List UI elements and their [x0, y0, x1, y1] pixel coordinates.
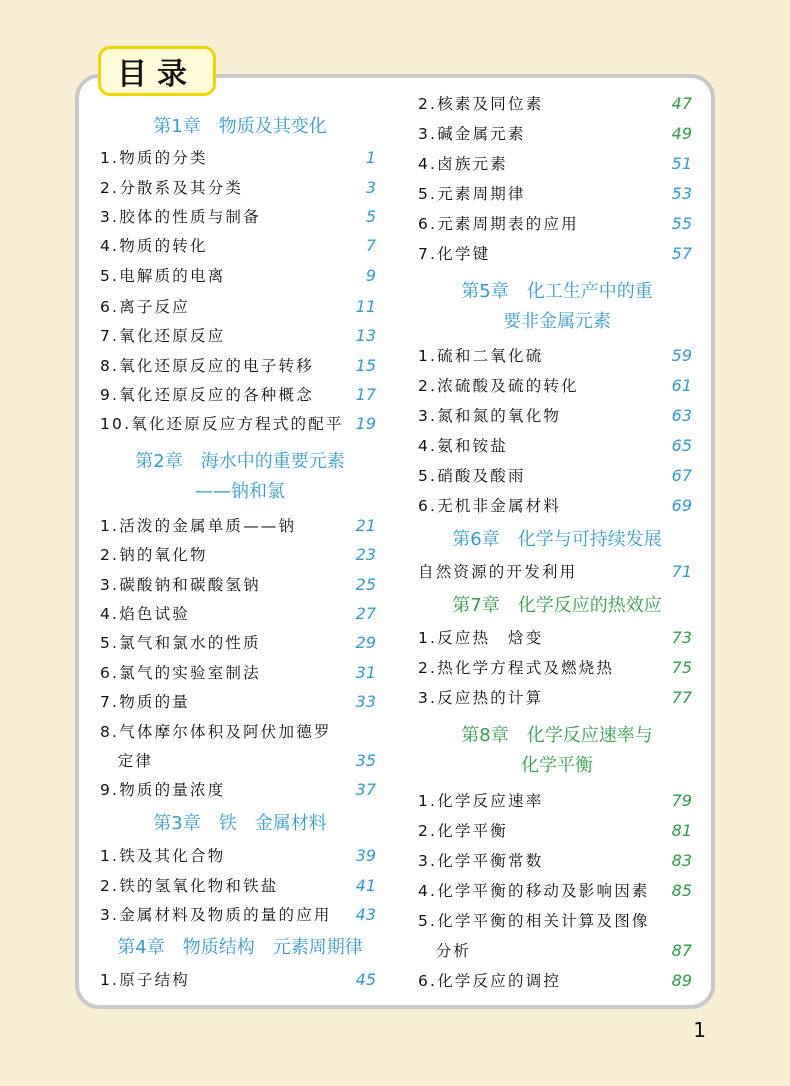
toc-entry-page: 41 [355, 876, 376, 895]
toc-entry-label: 6.元素周期表的应用 [418, 215, 579, 233]
toc-entry-page: 55 [671, 214, 692, 233]
toc-entry-page: 43 [355, 905, 376, 924]
toc-entry-label: 2.分散系及其分类 [100, 179, 244, 197]
toc-entry-page: 7 [365, 236, 376, 255]
chapter-heading [418, 525, 696, 555]
chapter-heading [100, 447, 380, 507]
toc-entry-page: 67 [671, 466, 692, 485]
chapter-heading-line: 第4章 物质结构 元素周期律 [117, 937, 363, 958]
toc-entry-label: 9.物质的量浓度 [100, 781, 226, 799]
toc-entry-label: 7.物质的量 [100, 693, 190, 711]
toc-entry-page: 87 [671, 941, 692, 960]
toc-entry-label: 自然资源的开发利用 [418, 563, 578, 581]
toc-entry-page: 75 [671, 658, 692, 677]
chapter-heading [100, 112, 380, 142]
toc-entry-page: 73 [671, 628, 692, 647]
chapter-heading-line: 第2章 海水中的重要元素 [135, 451, 345, 472]
toc-entry[interactable] [100, 202, 380, 232]
toc-entry[interactable] [100, 900, 380, 930]
toc-entry[interactable] [100, 540, 380, 570]
toc-entry-label: 3.胶体的性质与制备 [100, 208, 261, 226]
toc-entry[interactable] [418, 461, 696, 491]
toc-entry-page: 1 [365, 148, 376, 167]
toc-entry-label: 9.氧化还原反应的各种概念 [100, 386, 314, 404]
toc-entry-label: 5.氯气和氯水的性质 [100, 634, 261, 652]
toc-entry-page: 29 [355, 633, 376, 652]
toc-entry-label: 3.化学平衡常数 [418, 852, 544, 870]
toc-entry-label: 6.化学反应的调控 [418, 972, 562, 990]
toc-entry-page: 39 [355, 846, 376, 865]
toc-entry-page: 61 [671, 376, 692, 395]
toc-entry-label: 7.化学键 [418, 245, 491, 263]
toc-entry-page: 21 [355, 516, 376, 535]
toc-entry-label: 2.钠的氧化物 [100, 546, 208, 564]
toc-entry[interactable] [100, 871, 380, 901]
toc-entry-page: 5 [365, 207, 376, 226]
toc-entry-page: 47 [671, 94, 692, 113]
toc-entry-label: 1.活泼的金属单质——钠 [100, 517, 297, 535]
toc-entry[interactable] [100, 658, 380, 688]
toc-entry[interactable] [100, 628, 380, 658]
toc-entry-label: 10.氧化还原反应方程式的配平 [100, 415, 344, 433]
toc-entry[interactable] [100, 231, 380, 261]
toc-entry[interactable] [418, 846, 696, 876]
chapter-heading-line: 第3章 铁 金属材料 [153, 813, 327, 834]
toc-entry[interactable] [418, 491, 696, 521]
chapter-heading-line: 第6章 化学与可持续发展 [452, 529, 662, 550]
toc-entry[interactable] [418, 401, 696, 431]
toc-entry-label: 3.碱金属元素 [418, 125, 526, 143]
toc-entry-label: 6.无机非金属材料 [418, 497, 562, 515]
toc-entry[interactable] [100, 261, 380, 291]
toc-entry-label: 1.物质的分类 [100, 149, 208, 167]
toc-entry-page: 35 [355, 751, 376, 770]
toc-entry[interactable] [418, 239, 696, 269]
toc-entry[interactable] [100, 380, 380, 410]
toc-entry-page: 31 [355, 663, 376, 682]
chapter-heading [100, 809, 380, 839]
toc-entry-label: 2.核素及同位素 [418, 95, 544, 113]
toc-entry-page: 23 [355, 545, 376, 564]
toc-title: 目录 [98, 46, 216, 96]
toc-entry-label: 3.氮和氮的氧化物 [418, 407, 562, 425]
toc-entry-page: 51 [671, 154, 692, 173]
toc-entry[interactable] [418, 966, 696, 996]
toc-entry[interactable] [418, 341, 696, 371]
toc-entry-label: 4.氨和铵盐 [418, 437, 508, 455]
toc-entry-page: 25 [355, 575, 376, 594]
toc-entry[interactable] [100, 841, 380, 871]
toc-entry[interactable] [100, 599, 380, 629]
toc-entry[interactable] [418, 876, 696, 906]
toc-entry-page: 77 [671, 688, 692, 707]
toc-entry[interactable] [100, 321, 380, 351]
toc-entry-label: 2.化学平衡 [418, 822, 508, 840]
toc-entry-page: 13 [355, 326, 376, 345]
toc-entry[interactable] [100, 173, 380, 203]
toc-entry-label: 5.电解质的电离 [100, 267, 226, 285]
toc-entry-page: 85 [671, 881, 692, 900]
toc-entry-label: 6.离子反应 [100, 298, 190, 316]
toc-entry-page: 71 [671, 562, 692, 581]
toc-entry-label: 2.浓硫酸及硫的转化 [418, 377, 579, 395]
toc-entry[interactable] [100, 292, 380, 322]
toc-entry-page: 37 [355, 780, 376, 799]
toc-entry-label: 5.硝酸及酸雨 [418, 467, 526, 485]
toc-entry-label: 2.热化学方程式及燃烧热 [418, 659, 615, 677]
toc-entry-page: 3 [365, 178, 376, 197]
toc-entry[interactable] [100, 409, 380, 439]
toc-entry[interactable] [418, 89, 696, 119]
chapter-heading-line: 第5章 化工生产中的重 [461, 281, 653, 302]
toc-entry-page: 69 [671, 496, 692, 515]
toc-entry-label: 3.反应热的计算 [418, 689, 544, 707]
toc-entry-label: 定律 [100, 752, 154, 770]
toc-entry-label: 8.氧化还原反应的电子转移 [100, 357, 314, 375]
chapter-heading [418, 277, 696, 337]
toc-entry-page: 45 [355, 970, 376, 989]
toc-entry-page: 9 [365, 266, 376, 285]
toc-entry[interactable] [418, 209, 696, 239]
toc-entry-page: 27 [355, 604, 376, 623]
chapter-heading [418, 591, 696, 621]
toc-entry[interactable] [100, 511, 380, 541]
page-number: 1 [693, 1018, 706, 1042]
toc-entry[interactable] [418, 149, 696, 179]
toc-entry[interactable] [418, 119, 696, 149]
chapter-heading [100, 933, 380, 963]
toc-entry-page: 33 [355, 692, 376, 711]
toc-entry[interactable] [418, 557, 696, 587]
toc-entry-label: 4.卤族元素 [418, 155, 508, 173]
toc-entry-label: 1.铁及其化合物 [100, 847, 226, 865]
toc-entry[interactable] [100, 965, 380, 995]
chapter-heading [418, 721, 696, 781]
toc-entry-label: 分析 [418, 942, 472, 960]
toc-entry[interactable] [100, 570, 380, 600]
toc-entry[interactable] [418, 179, 696, 209]
toc-entry-page: 15 [355, 356, 376, 375]
toc-entry-label: 7.氧化还原反应 [100, 327, 226, 345]
toc-entry-label: 1.反应热 焓变 [418, 629, 544, 647]
toc-entry-page: 83 [671, 851, 692, 870]
toc-entry[interactable] [418, 786, 696, 816]
toc-entry[interactable] [418, 936, 696, 966]
toc-entry[interactable] [100, 775, 380, 805]
toc-entry[interactable] [418, 431, 696, 461]
toc-entry-label: 4.物质的转化 [100, 237, 208, 255]
toc-entry[interactable] [100, 746, 380, 776]
toc-entry[interactable] [100, 143, 380, 173]
toc-entry-page: 59 [671, 346, 692, 365]
toc-entry-label: 1.化学反应速率 [418, 792, 544, 810]
toc-entry-page: 89 [671, 971, 692, 990]
toc-entry-page: 19 [355, 414, 376, 433]
toc-entry-label: 6.氯气的实验室制法 [100, 664, 261, 682]
toc-entry-label: 1.原子结构 [100, 971, 190, 989]
chapter-heading-line: 第1章 物质及其变化 [153, 116, 327, 137]
toc-entry[interactable] [100, 351, 380, 381]
toc-entry-label: 4.焰色试验 [100, 605, 190, 623]
toc-entry-page: 63 [671, 406, 692, 425]
toc-entry[interactable] [418, 653, 696, 683]
toc-entry-label: 5.化学平衡的相关计算及图像 [418, 912, 650, 930]
toc-entry-page: 81 [671, 821, 692, 840]
toc-entry-page: 57 [671, 244, 692, 263]
toc-entry-page: 17 [355, 385, 376, 404]
toc-entry-label: 3.碳酸钠和碳酸氢钠 [100, 576, 261, 594]
toc-entry-page: 11 [355, 297, 376, 316]
toc-entry[interactable] [418, 623, 696, 653]
chapter-heading-line: ——钠和氯 [195, 481, 285, 502]
toc-entry-page: 53 [671, 184, 692, 203]
chapter-heading-line: 要非金属元素 [503, 311, 611, 332]
toc-entry-label: 8.气体摩尔体积及阿伏加德罗 [100, 723, 332, 741]
toc-entry-label: 1.硫和二氧化硫 [418, 347, 544, 365]
toc-entry[interactable] [100, 687, 380, 717]
toc-entry-label: 3.金属材料及物质的量的应用 [100, 906, 332, 924]
toc-entry[interactable] [100, 717, 380, 747]
toc-entry-label: 5.元素周期律 [418, 185, 526, 203]
toc-entry-label: 4.化学平衡的移动及影响因素 [418, 882, 650, 900]
chapter-heading-line: 第8章 化学反应速率与 [461, 725, 653, 746]
toc-entry-page: 65 [671, 436, 692, 455]
toc-entry[interactable] [418, 906, 696, 936]
toc-entry[interactable] [418, 816, 696, 846]
toc-entry-label: 2.铁的氢氧化物和铁盐 [100, 877, 279, 895]
chapter-heading-line: 第7章 化学反应的热效应 [452, 595, 662, 616]
toc-entry-page: 49 [671, 124, 692, 143]
toc-entry[interactable] [418, 683, 696, 713]
chapter-heading-line: 化学平衡 [521, 755, 593, 776]
toc-entry-page: 79 [671, 791, 692, 810]
toc-entry[interactable] [418, 371, 696, 401]
